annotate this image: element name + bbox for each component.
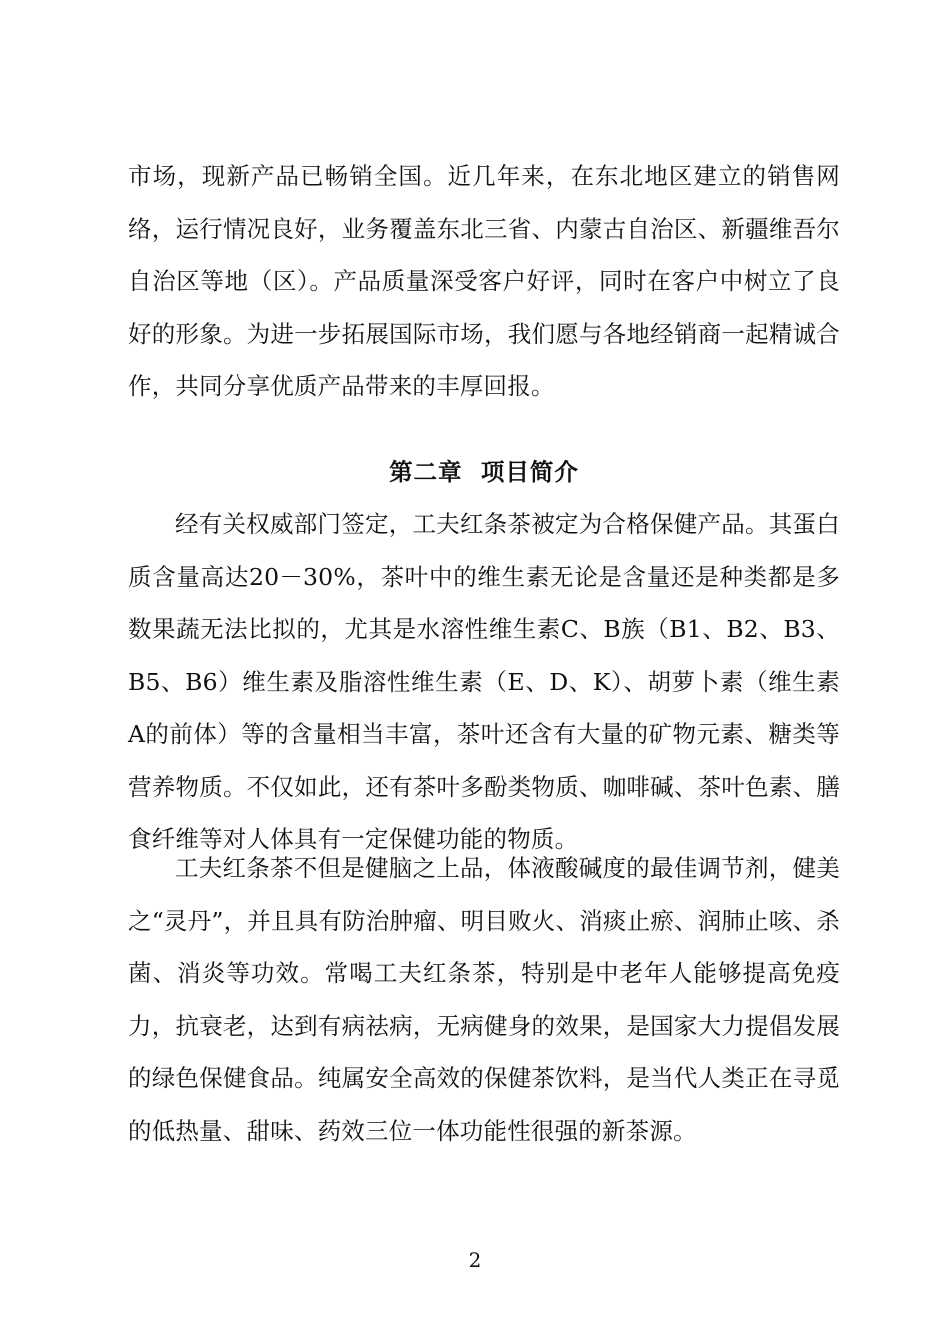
body-paragraph: 工夫红条茶不但是健脑之上品，体液酸碱度的最佳调节剂，健美之“灵丹”，并且具有防治肿瘤、明目败火、消痰止瘀、润肺止咳、杀菌、消炎等功效。常喝工夫红条茶，特别是中老年人能够提高免疫力，抗衰老，达到有病祛病，无病健身的效果，是国家大力提倡发展的绿色保健食品。纯属安全高效的保健茶饮料，是当代人类正在寻觅的低热量、甜味、药效三位一体功能性很强的新茶源。 [128,854,840,1145]
chapter-title: 第二章 项目简介 [389,458,579,486]
body-paragraph: 经有关权威部门签定，工夫红条茶被定为合格保健产品。其蛋白质含量高达20－30%，茶叶中的维生素无论是含量还是种类都是多数果蔬无法比拟的，尤其是水溶性维生素C、B族（B1、B2、B3、B5、B6）维生素及脂溶性维生素（E、D、K）、胡萝卜素（维生素A的前体）等的含量相当丰富，茶叶还含有大量的矿物元素、糖类等营养物质。不仅如此，还有茶叶多酚类物质、咖啡碱、茶叶色素、膳食纤维等对人体具有一定保健功能的物质。 [128,510,840,853]
continuation-paragraph: 市场，现新产品已畅销全国。近几年来，在东北地区建立的销售网络，运行情况良好，业务覆盖东北三省、内蒙古自治区、新疆维吾尔自治区等地（区）。产品质量深受客户好评，同时在客户中树立了良好的形象。为进一步拓展国际市场，我们愿与各地经销商一起精诚合作，共同分享优质产品带来的丰厚回报。 [128,162,840,400]
page-number: 2 [468,1248,482,1272]
